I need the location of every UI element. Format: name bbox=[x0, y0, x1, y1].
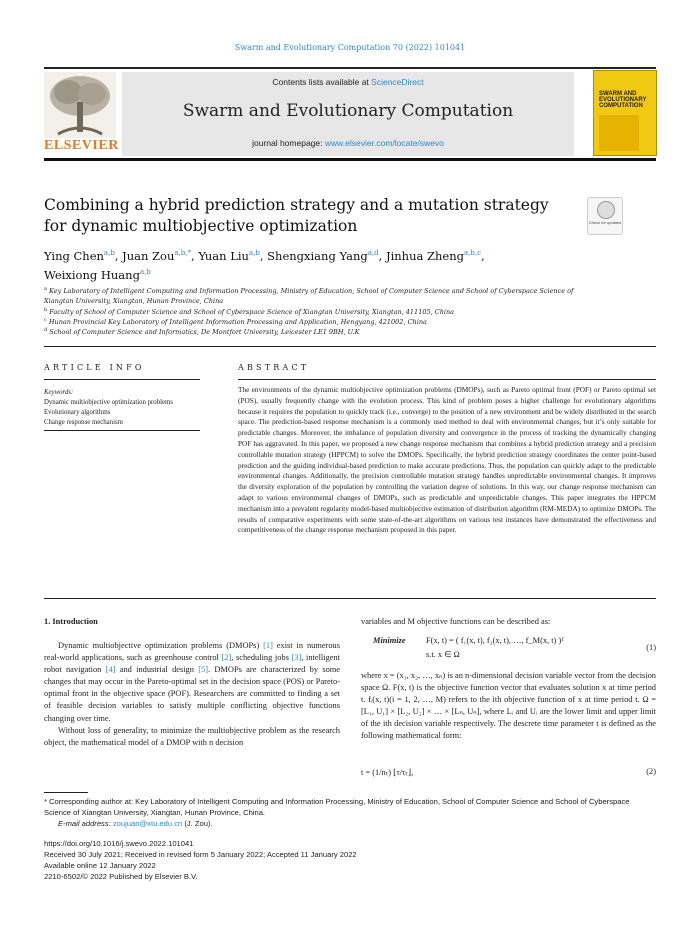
equation-label: Minimize bbox=[373, 636, 406, 645]
affiliation-text: School of Computer Science and Informatics, De Montfort University, Leicester LE1 9BH, U.K bbox=[49, 328, 360, 337]
crossmark-label: Check for updates bbox=[588, 220, 622, 225]
keywords-block bbox=[44, 388, 200, 428]
abstract-heading: ABSTRACT bbox=[238, 363, 310, 372]
keyword-item: Dynamic multiobjective optimization problems bbox=[44, 399, 173, 406]
contents-line bbox=[122, 77, 574, 87]
text-run: exist in numerous real-world applications, such as greenhouse control bbox=[44, 641, 340, 663]
text-run: and industrial design bbox=[115, 665, 199, 675]
citation-link[interactable]: [1] bbox=[263, 641, 273, 650]
intro-paragraph bbox=[44, 640, 340, 725]
info-bottom-rule bbox=[44, 430, 200, 431]
author-affil-sup[interactable]: a,b bbox=[248, 249, 260, 257]
crossmark-badge[interactable] bbox=[587, 197, 623, 235]
affiliation-d bbox=[44, 325, 604, 337]
text-run: Dynamic multiobjective optimization problems (DMOPs) bbox=[58, 641, 264, 650]
equation-number: (2) bbox=[646, 767, 656, 776]
homepage-prefix: journal homepage: bbox=[252, 138, 325, 148]
author-affil-sup[interactable]: a,b bbox=[103, 249, 115, 257]
article-info-heading: ARTICLE INFO bbox=[44, 363, 145, 372]
affiliation-text: Key Laboratory of Intelligent Computing and Information Processing, Ministry of Education, School of Computer Science and School of Cyberspace Science of Xiangtan University, Xiangtan, Hunan Province, China bbox=[44, 287, 574, 306]
intro-paragraph: where x = (x₁, x₂, …, xₙ) is an n-dimensional decision variable vector from the decision space Ω. F(x, t) is the objective function vector that evaluates solution x at time period t. fᵢ(x, t)(i = 1, 2, …, M) refers to the ith objective function of x at time period t. Ω = [L₁, U₁] × [L₂, U₂] × … × [Lₙ, Uₙ], where Lᵢ and Uᵢ are the lower limit and upper limit of the ith decision variable respectively. The descrete time parameter t is defined as the following mathematical form: bbox=[361, 671, 656, 741]
corresponding-author-note: * Corresponding author at: Key Laboratory of Intelligent Computing and Information Processing, Ministry of Education, School of Computer Science and School of Cyberspace Science of Xiangtan University, Xiangtan, Hunan Province, China. bbox=[44, 797, 630, 817]
abstract-rule bbox=[238, 379, 656, 380]
intro-column-left bbox=[44, 640, 340, 749]
homepage-link[interactable]: www.elsevier.com/locate/swevo bbox=[324, 138, 444, 148]
keyword-item: Change response mechanism bbox=[44, 419, 123, 426]
equation-2 bbox=[361, 767, 656, 777]
copyright-line: 2210-6502/© 2022 Published by Elsevier B.V. bbox=[44, 872, 198, 881]
contents-prefix: Contents lists available at bbox=[272, 77, 372, 87]
author-name[interactable]: Weixiong Huang bbox=[44, 267, 140, 282]
info-rule bbox=[44, 379, 200, 380]
email-suffix: (J. Zou). bbox=[182, 819, 213, 828]
affiliation-text: Hunan Provincial Key Laboratory of Intelligent Information Processing and Application, Hengyang, 421002, China bbox=[48, 318, 427, 327]
intro-column-right bbox=[361, 670, 656, 743]
affiliation-text: Faculty of School of Computer Science and School of Cyberspace Science of Xiangtan University, Xiangtan, 411105, China bbox=[49, 308, 455, 317]
citation-link[interactable]: [2] bbox=[221, 653, 232, 663]
abstract-text: The environments of the dynamic multiobjective optimization problems (DMOPs), such as Pareto optimal front (POF) or Pareto optimal set (POS), usually frequently change with the evolution process. This kind of problem poses a higher challenge for evolutionary algorithms because it requires the population to quickly track (i.e., converge) to the position of a new environment and be widely distributed in the search space. The prediction-based response mechanism is a commonly used method to deal with environmental changes, but it’s only suitable for predictable changes. Moreover, the imbalance of population diversity and convergence in the process of tracking the dynamically changing POF has aggravated. In this paper, we proposed a new change response mechanism that combines a hybrid prediction strategy and a precision controllable mutation strategy (HPPCM) to solve the DMOPs. Specifically, the hybrid prediction strategy coordinates the center point-based prediction and the guiding individual-based prediction to make accurate predictions. Thus, the population can quickly adapt to the predictable environmental changes. Additionally, the precision controllable mutation strategy handles unpredictable environmental changes. It improves the diversity exploration of the population by controlling the variation degree of solutions. In this way, our change response mechanism can adapt to various environmental changes of DMOPs, such as predictable and unpredictable changes. This paper integrates the HPPCM mechanism into a prevalent regularity model-based multiobjective estimation of distribution algorithm (RM-MEDA) to optimize DMOPs. The results of comparative experiments with some state-of-the-art algorithms on various test instances have demonstrated the effectiveness and competitiveness of the change response mechanism proposed in this paper. bbox=[238, 385, 656, 535]
text-run: , intelligent robot navigation bbox=[44, 653, 340, 675]
author-name[interactable]: Yuan Liu bbox=[198, 248, 249, 263]
affiliation-key: b bbox=[44, 307, 48, 313]
author-name[interactable]: Ying Chen bbox=[44, 248, 104, 263]
header-thick-rule bbox=[44, 158, 656, 161]
text-run: , scheduling jobs bbox=[231, 653, 292, 663]
author-list: Ying Chen$^{a,b}$, Juan Zou$^{a,b,*}$, Yuan Liu$^{a,b}$, Shengxiang Yang$^{a,d}$, Jinhua Zheng$^{a,b,c}$, Weixiong Huang$^{a,b}$ bbox=[44, 248, 485, 282]
keyword-item: Evolutionary algorithms bbox=[44, 409, 111, 416]
equation-body: t = (1/nₜ) ⌊τ/τₜ⌋, bbox=[361, 768, 414, 777]
author-affil-sup[interactable]: a,b,* bbox=[174, 249, 191, 257]
author-name[interactable]: Juan Zou bbox=[122, 248, 175, 263]
homepage-line bbox=[122, 138, 574, 148]
affiliation-key: d bbox=[44, 327, 48, 333]
equation-constraint: s.t. x ∈ Ω bbox=[426, 650, 460, 659]
intro-paragraph: variables and M objective functions can be described as: bbox=[361, 617, 551, 626]
equation-body: F(x, t) = ( f₁(x, t), f₂(x, t), …, f_M(x, t) )ᵀ bbox=[426, 636, 565, 645]
article-title: Combining a hybrid prediction strategy and a mutation strategy for dynamic multiobjective optimization bbox=[44, 196, 549, 235]
keywords-label: Keywords: bbox=[44, 389, 74, 396]
author-affil-sup[interactable]: a,b,c bbox=[463, 249, 482, 257]
header-rule bbox=[44, 67, 656, 69]
email-label: E-mail address: bbox=[58, 819, 113, 828]
text-run: . DMOPs are characterized by some changes that may occur in the Pareto-optimal set in the decision space (POS) or Pareto-optimal front in the objective space (POF). Researchers are committed to finding a set of feasible decision variables to satisfy multiple conflicting objective functions changing over time. bbox=[44, 665, 341, 723]
author-affil-sup[interactable]: a,d bbox=[367, 249, 379, 257]
footnote-rule bbox=[44, 792, 88, 793]
received-dates: Received 30 July 2021; Received in revised form 5 January 2022; Accepted 11 January 2022 bbox=[44, 850, 357, 859]
abstract-bottom-rule bbox=[44, 598, 656, 599]
affiliation-key: c bbox=[44, 317, 47, 323]
available-online: Available online 12 January 2022 bbox=[44, 861, 156, 870]
citation-link[interactable]: [5] bbox=[198, 665, 209, 675]
affiliation-a bbox=[44, 284, 604, 306]
intro-column-right-top bbox=[361, 616, 656, 628]
author-affil-sup[interactable]: a,b bbox=[139, 267, 151, 276]
intro-paragraph: Without loss of generality, to minimize the multiobjective problem as the research object, the mathematical model of a DMOP with n decision bbox=[44, 725, 340, 747]
author-name[interactable]: Shengxiang Yang bbox=[267, 248, 368, 263]
publisher-wordmark: ELSEVIER bbox=[44, 138, 119, 153]
journal-reference[interactable]: Swarm and Evolutionary Computation 70 (2022) 101041 bbox=[234, 43, 466, 52]
email-link[interactable]: zoujuan@xtu.edu.cn bbox=[112, 819, 183, 828]
affiliation-key: a bbox=[44, 286, 47, 292]
equation-number: (1) bbox=[646, 643, 656, 652]
equation-1 bbox=[373, 636, 656, 662]
journal-title: Swarm and Evolutionary Computation bbox=[182, 101, 514, 121]
cover-title: SWARM AND EVOLUTIONARY COMPUTATION bbox=[599, 91, 647, 109]
author-name[interactable]: Jinhua Zheng bbox=[385, 248, 464, 263]
citation-link[interactable]: [4] bbox=[105, 665, 116, 675]
doi-link[interactable]: https://doi.org/10.1016/j.swevo.2022.101041 bbox=[44, 839, 194, 848]
section-heading-introduction: 1. Introduction bbox=[44, 617, 98, 626]
sciencedirect-link[interactable]: ScienceDirect bbox=[371, 77, 424, 87]
cover-artwork bbox=[599, 115, 639, 151]
citation-link[interactable]: [3] bbox=[291, 653, 302, 663]
section-rule bbox=[44, 346, 656, 347]
email-line bbox=[58, 818, 656, 829]
journal-cover-thumbnail[interactable] bbox=[593, 70, 657, 156]
crossmark-icon bbox=[597, 201, 615, 219]
